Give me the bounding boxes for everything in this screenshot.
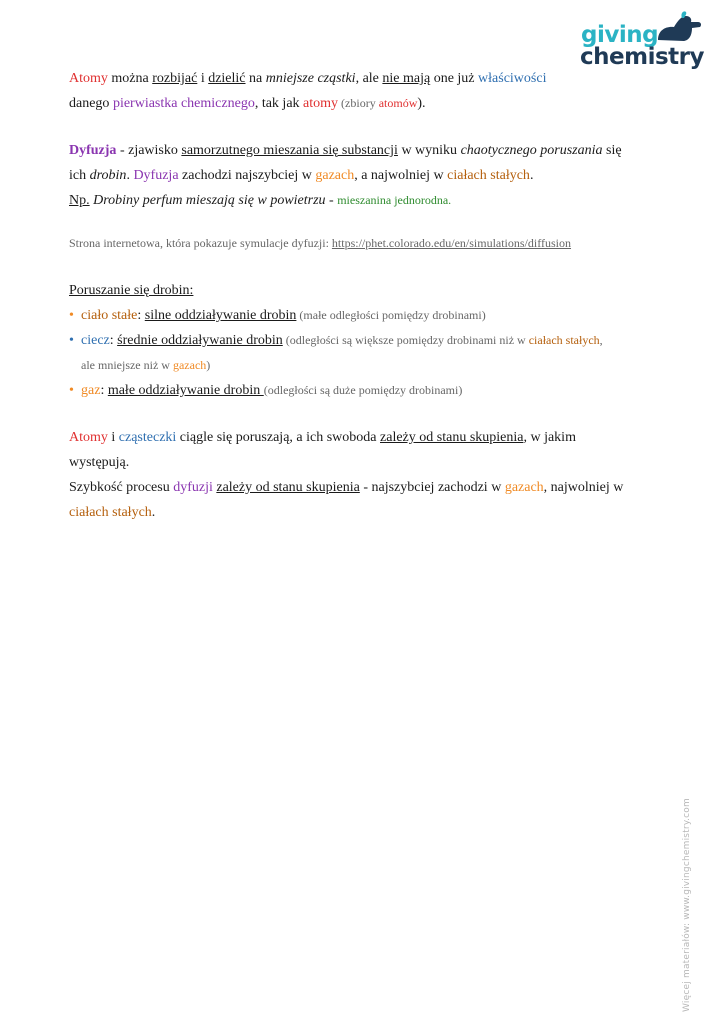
term-drobin: drobin xyxy=(89,168,127,183)
text: , najwolniej w xyxy=(543,480,624,495)
interaction-description: średnie oddziaływanie drobin xyxy=(117,333,283,348)
text: można xyxy=(107,71,153,86)
para4-line4 xyxy=(69,500,659,525)
para2-line1 xyxy=(69,138,659,163)
term-zalezy: zależy od stanu skupienia xyxy=(380,430,524,445)
interaction-description: silne oddziaływanie drobin xyxy=(144,308,297,323)
text: Strona internetowa, która pokazuje symulacje dyfuzji: xyxy=(69,236,332,250)
text: - xyxy=(325,193,338,208)
term-nie-maja: nie mają xyxy=(382,71,431,86)
note: ale mniejsze niż w xyxy=(81,358,173,372)
state-label: ciało stałe xyxy=(81,308,138,323)
state-label: ciecz xyxy=(81,333,110,348)
state-label: gaz xyxy=(81,383,101,398)
logo-text-giving: giving xyxy=(581,22,659,48)
para2-line2 xyxy=(69,163,659,188)
term-czasteczki: cząsteczki xyxy=(118,430,177,445)
para1-line2 xyxy=(69,91,659,116)
list-item xyxy=(69,378,659,403)
term-rozbijac: rozbijać xyxy=(152,71,198,86)
para1-line1 xyxy=(69,66,659,91)
term-gazach: gazach xyxy=(315,168,355,183)
giving-chemistry-logo xyxy=(576,10,716,72)
term-zalezy: zależy od stanu skupienia xyxy=(216,480,360,495)
para4-line2 xyxy=(69,450,659,475)
document-body xyxy=(69,66,659,525)
text: one już xyxy=(430,71,479,86)
term-chaotycznego: chaotycznego poruszania xyxy=(460,143,603,158)
list-item xyxy=(69,328,659,378)
text: : xyxy=(137,308,145,323)
bullet-dot: • xyxy=(69,333,74,348)
text: i xyxy=(107,430,119,445)
term-atomy: Atomy xyxy=(69,71,108,86)
text: : xyxy=(109,333,118,348)
term-np: Np. xyxy=(69,193,90,208)
text: się xyxy=(602,143,622,158)
term-gazach: gazach xyxy=(504,480,544,495)
text: , ale xyxy=(355,71,383,86)
text: , w jakim xyxy=(523,430,576,445)
text: w wyniku xyxy=(397,143,461,158)
text: Szybkość procesu xyxy=(69,480,174,495)
note: (małe odległości pomiędzy drobinami) xyxy=(296,308,486,322)
text: , tak jak xyxy=(254,96,304,111)
term-gazach: gazach xyxy=(172,358,207,372)
logo-text-chemistry: chemistry xyxy=(580,44,704,70)
text: . xyxy=(151,505,156,520)
watermark: Więcej materiałów: www.givingchemistry.com xyxy=(682,798,692,1012)
para2-line3 xyxy=(69,188,659,213)
interaction-description: małe oddziaływanie drobin xyxy=(107,383,264,398)
text: i xyxy=(197,71,209,86)
text: ciągle się poruszają, a ich swoboda xyxy=(176,430,381,445)
term-dyfuzji: dyfuzji xyxy=(173,480,213,495)
para4-line1 xyxy=(69,425,659,450)
term-atomy: Atomy xyxy=(69,430,108,445)
note: , xyxy=(599,333,603,347)
para3-line xyxy=(69,231,659,256)
term-samorzutnego: samorzutnego mieszania się substancji xyxy=(181,143,398,158)
section-title: Poruszanie się drobin: xyxy=(69,283,194,298)
bullet-dot: • xyxy=(69,308,74,323)
term-dyfuzja: Dyfuzja xyxy=(69,143,117,158)
text: ich xyxy=(69,168,90,183)
term-cialach-stalych: ciałach stałych xyxy=(528,333,600,347)
text: występują. xyxy=(69,455,130,470)
text: . xyxy=(529,168,534,183)
text: . xyxy=(126,168,134,183)
text: zachodzi najszybciej w xyxy=(178,168,316,183)
bullet-list xyxy=(69,303,659,403)
list-item xyxy=(69,303,659,328)
term-atomy: atomy xyxy=(303,96,339,111)
text: , a najwolniej w xyxy=(354,168,448,183)
note: (odległości są duże pomiędzy drobinami) xyxy=(263,383,463,397)
text: - najszybciej zachodzi w xyxy=(359,480,505,495)
text: danego xyxy=(69,96,113,111)
note: ) xyxy=(206,358,211,372)
bullet-dot: • xyxy=(69,383,74,398)
term-drobiny-perfum: Drobiny perfum mieszają się w powietrzu xyxy=(93,193,326,208)
term-dyfuzja: Dyfuzja xyxy=(133,168,179,183)
term-cialach-stalych: ciałach stałych xyxy=(447,168,530,183)
text: (zbiory xyxy=(338,96,379,110)
diffusion-simulation-link[interactable]: https://phet.colorado.edu/en/simulations/diffusion xyxy=(331,236,572,250)
dog-icon xyxy=(652,10,708,44)
term-pierwiastka: pierwiastka chemicznego xyxy=(112,96,255,111)
term-mniejsze: mniejsze cząstki xyxy=(265,71,356,86)
term-wlasciwosci: właściwości xyxy=(478,71,547,86)
term-mieszanina: mieszanina jednorodna. xyxy=(337,193,452,207)
note: (odległości są większe pomiędzy drobinami niż w xyxy=(282,333,529,347)
term-cialach-stalych: ciałach stałych xyxy=(69,505,152,520)
term-dzielic: dzielić xyxy=(208,71,246,86)
term-atomow: atomów xyxy=(378,96,418,110)
text: : xyxy=(100,383,108,398)
para4-line3 xyxy=(69,475,659,500)
text: - zjawisko xyxy=(116,143,182,158)
text: ). xyxy=(417,96,426,111)
text: na xyxy=(245,71,266,86)
